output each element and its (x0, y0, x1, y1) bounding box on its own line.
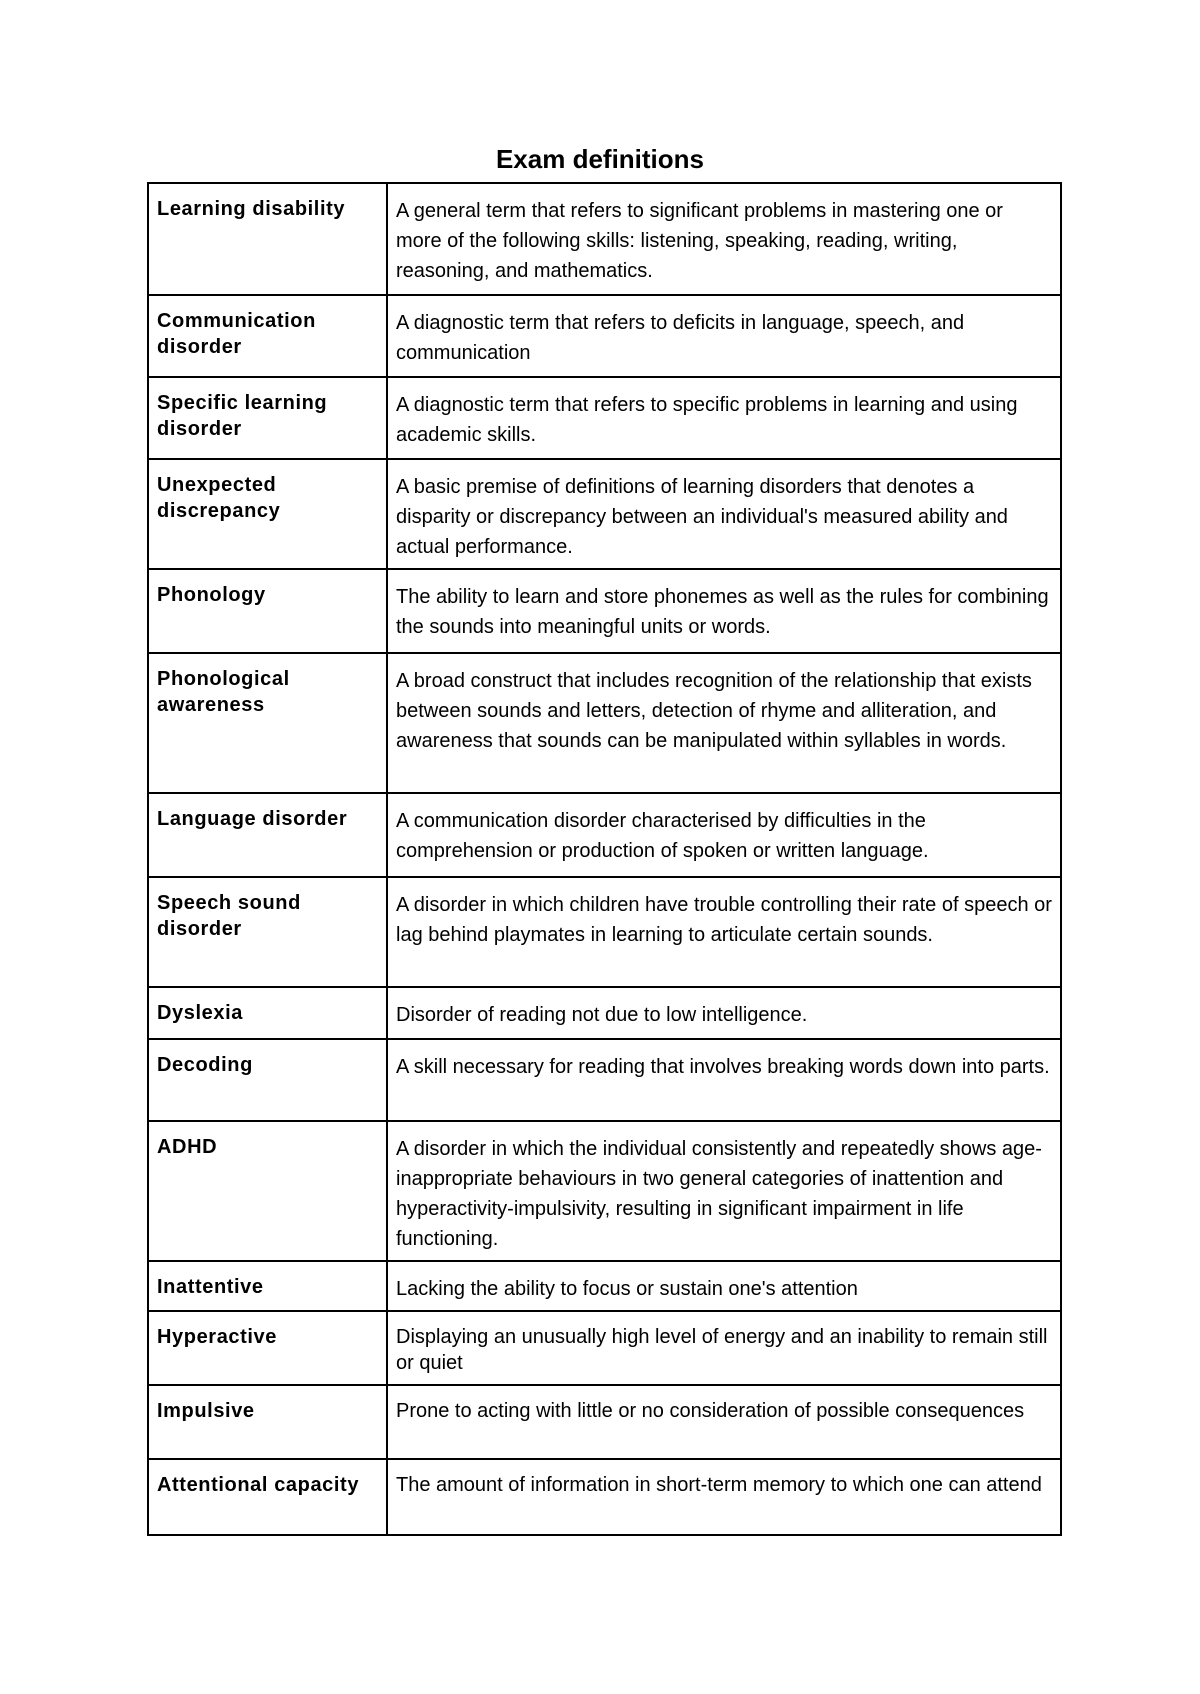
table-row (148, 459, 1061, 569)
definition-cell: Prone to acting with little or no consideration of possible consequences (387, 1385, 1061, 1459)
table-row (148, 653, 1061, 793)
definition-cell: The ability to learn and store phonemes as well as the rules for combining the sounds into meaningful units or words. (387, 569, 1061, 653)
definition-cell: Displaying an unusually high level of energy and an inability to remain still or quiet (387, 1311, 1061, 1385)
table-row (148, 877, 1061, 987)
term-cell: Attentional capacity (148, 1459, 387, 1535)
table-row (148, 793, 1061, 877)
table-row (148, 1121, 1061, 1261)
definitions-table (147, 182, 1062, 1536)
term-cell: Phonological awareness (148, 653, 387, 793)
definition-cell: A skill necessary for reading that involves breaking words down into parts. (387, 1039, 1061, 1121)
definition-cell: A diagnostic term that refers to deficits in language, speech, and communication (387, 295, 1061, 377)
definition-cell: Lacking the ability to focus or sustain one's attention (387, 1261, 1061, 1311)
term-cell: Language disorder (148, 793, 387, 877)
table-row (148, 1385, 1061, 1459)
term-cell: Hyperactive (148, 1311, 387, 1385)
definition-cell: A diagnostic term that refers to specific problems in learning and using academic skills. (387, 377, 1061, 459)
definition-cell: The amount of information in short-term memory to which one can attend (387, 1459, 1061, 1535)
term-cell: Speech sound disorder (148, 877, 387, 987)
term-cell: Specific learning disorder (148, 377, 387, 459)
term-cell: Dyslexia (148, 987, 387, 1039)
term-cell: Unexpected discrepancy (148, 459, 387, 569)
table-row (148, 295, 1061, 377)
term-cell: Phonology (148, 569, 387, 653)
table-row (148, 1459, 1061, 1535)
term-cell: Inattentive (148, 1261, 387, 1311)
page-title: Exam definitions (495, 144, 705, 174)
definition-cell: A disorder in which children have trouble controlling their rate of speech or lag behind playmates in learning to articulate certain sounds. (387, 877, 1061, 987)
term-cell: Impulsive (148, 1385, 387, 1459)
definition-cell: A disorder in which the individual consistently and repeatedly shows age-inappropriate behaviours in two general categories of inattention and hyperactivity-impulsivity, resulting in significant impairment in life functioning. (387, 1121, 1061, 1261)
definition-cell: A general term that refers to significant problems in mastering one or more of the following skills: listening, speaking, reading, writing, reasoning, and mathematics. (387, 183, 1061, 295)
definition-cell: A broad construct that includes recognition of the relationship that exists between sounds and letters, detection of rhyme and alliteration, and awareness that sounds can be manipulated within syllables in words. (387, 653, 1061, 793)
term-cell: Communication disorder (148, 295, 387, 377)
table-row (148, 183, 1061, 295)
term-cell: Learning disability (148, 183, 387, 295)
definition-cell: Disorder of reading not due to low intelligence. (387, 987, 1061, 1039)
table-row (148, 569, 1061, 653)
term-cell: ADHD (148, 1121, 387, 1261)
definition-cell: A communication disorder characterised by difficulties in the comprehension or production of spoken or written language. (387, 793, 1061, 877)
table-row (148, 1261, 1061, 1311)
table-row (148, 1039, 1061, 1121)
table-row (148, 987, 1061, 1039)
table-row (148, 1311, 1061, 1385)
definition-cell: A basic premise of definitions of learning disorders that denotes a disparity or discrepancy between an individual's measured ability and actual performance. (387, 459, 1061, 569)
table-row (148, 377, 1061, 459)
term-cell: Decoding (148, 1039, 387, 1121)
